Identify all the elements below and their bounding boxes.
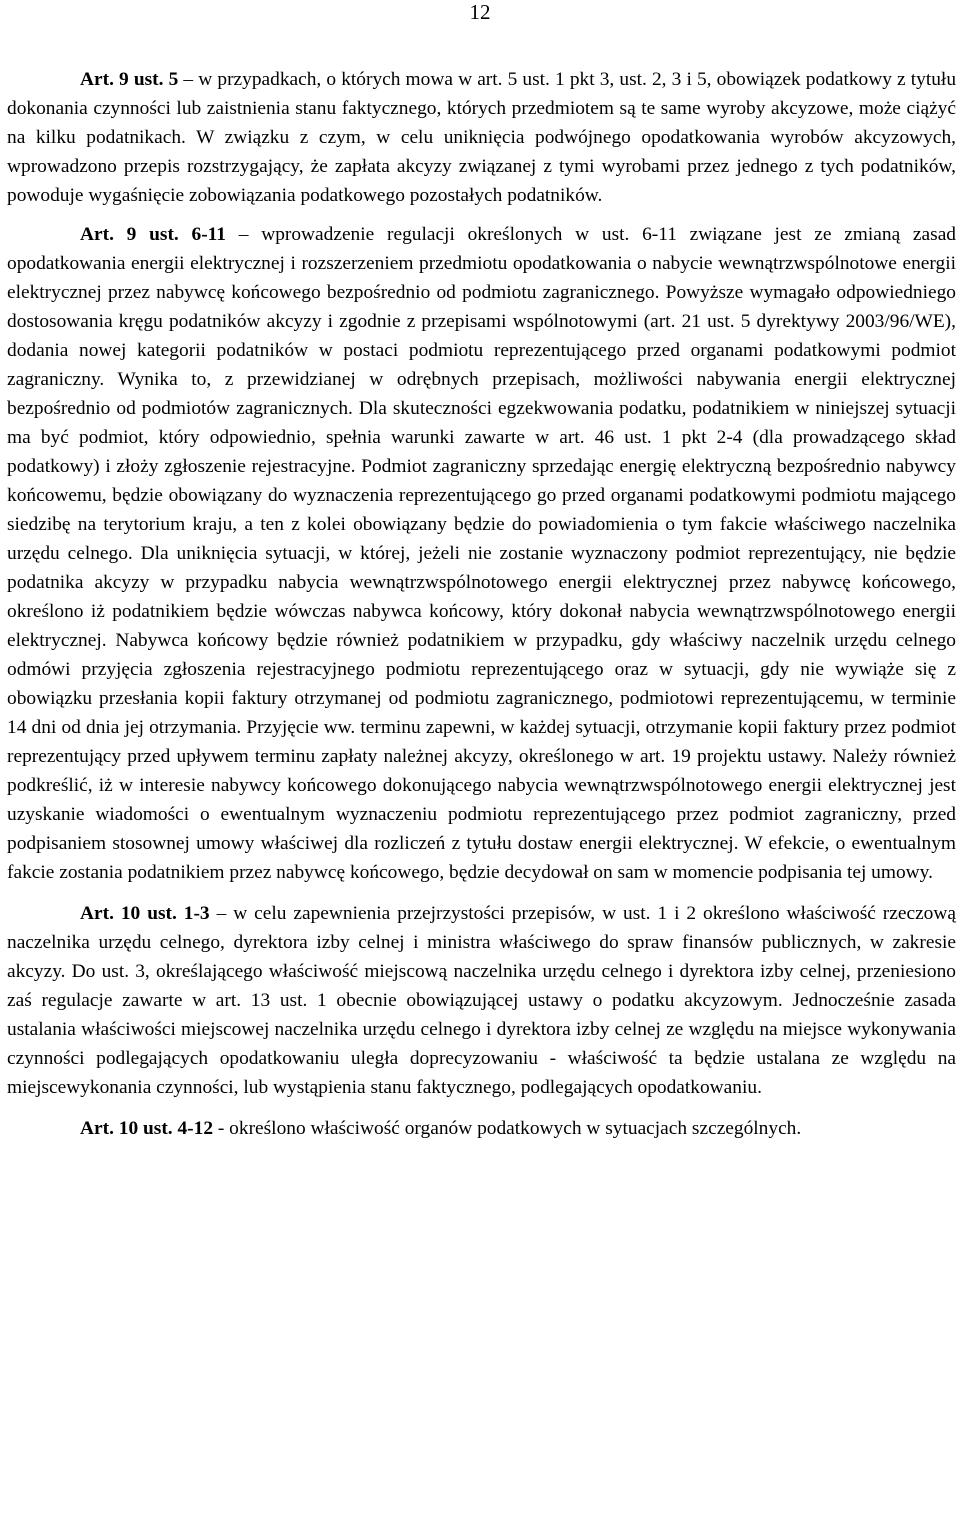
document-body [7,65,956,1143]
article-reference: Art. 10 ust. 4-12 [80,1118,214,1139]
paragraph-text: – w przypadkach, o których mowa w art. 5 ust. 1 pkt 3, ust. 2, 3 i 5, obowiązek podatkowy z tytułu dokonania czynności lub zaistnienia stanu faktycznego, których przedmiotem są te same wyroby akcyzowe, może ciążyć na kilku podatnikach. W związku z czym, w celu uniknięcia podwójnego opodatkowania wyrobów akcyzowych, wprowadzono przepis rozstrzygający, że zapłata akcyzy związanej z tymi wyrobami przez jednego z tych podatników, powoduje wygaśnięcie zobowiązania podatkowego pozostałych podatników. [7,69,957,206]
article-reference: Art. 9 ust. 5 [80,69,179,90]
article-reference: Art. 10 ust. 1-3 [80,903,210,924]
paragraph-text: – wprowadzenie regulacji określonych w ust. 6-11 związane jest ze zmianą zasad opodatkowania energii elektrycznej i rozszerzeniem przedmiotu opodatkowania o nabycie wewnątrzwspólnotowe energii elektrycznej przez nabywcę końcowego bezpośrednio od podmiotu zagranicznego. Powyższe wymagało odpowiedniego dostosowania kręgu podatników akcyzy i zgodnie z przepisami wspólnotowymi (art. 21 ust. 5 dyrektywy 2003/96/WE), dodania nowej kategorii podatników w postaci podmiotu reprezentującego przed organami podatkowymi podmiot zagraniczny. Wynika to, z przewidzianej w odrębnych przepisach, możliwości nabywania energii elektrycznej bezpośrednio od podmiotów zagranicznych. Dla skuteczności egzekwowania podatku, podatnikiem w niniejszej sytuacji ma być podmiot, który odpowiednio, spełnia warunki zawarte w art. 46 ust. 1 pkt 2-4 (dla prowadzącego skład podatkowy) i złoży zgłoszenie rejestracyjne. Podmiot zagraniczny sprzedając energię elektryczną bezpośrednio nabywcy końcowemu, będzie obowiązany do wyznaczenia reprezentującego go przed organami podatkowymi podmiotu mającego siedzibę na terytorium kraju, a ten z kolei obowiązany będzie do powiadomienia o tym fakcie właściwego naczelnika urzędu celnego. Dla uniknięcia sytuacji, w której, jeżeli nie zostanie wyznaczony podmiot reprezentujący, nie będzie podatnika akcyzy w przypadku nabycia wewnątrzwspólnotowego energii elektrycznej przez nabywcę końcowego, określono iż podatnikiem będzie wówczas nabywca końcowy, który dokonał nabycia wewnątrzwspólnotowego energii elektrycznej. Nabywca końcowy będzie również podatnikiem w przypadku, gdy właściwy naczelnik urzędu celnego odmówi przyjęcia zgłoszenia rejestracyjnego podmiotu reprezentującego oraz w sytuacji, gdy nie wywiąże się z obowiązku przesłania kopii faktury otrzymanej od podmiotu zagranicznego, podmiotowi reprezentującemu, w terminie 14 dni od dnia jej otrzymania. Przyjęcie ww. terminu zapewni, w każdej sytuacji, otrzymanie kopii faktury przez podmiot reprezentujący przed upływem terminu zapłaty należnej akcyzy, określonego w art. 19 projektu ustawy. Należy również podkreślić, iż w interesie nabywcy końcowego dokonującego nabycia wewnątrzwspólnotowego energii elektrycznej jest uzyskanie wiadomości o ewentualnym wyznaczeniu podmiotu reprezentującego przez podmiot zagraniczny, przed podpisaniem stosownej umowy właściwej dla rozliczeń z tytułu dostaw energii elektrycznej. W efekcie, o ewentualnym fakcie zostania podatnikiem przez nabywcę końcowego, będzie decydował on sam w momencie podpisania tej umowy. [7,224,956,883]
paragraph-art-9-ust-6-11 [7,220,956,887]
paragraph-art-9-ust-5 [7,65,956,210]
paragraph-text: – w celu zapewnienia przejrzystości przepisów, w ust. 1 i 2 określono właściwość rzeczową naczelnika urzędu celnego, dyrektora izby celnej i ministra właściwego do spraw finansów publicznych, w zakresie akcyzy. Do ust. 3, określającego właściwość miejscową naczelnika urzędu celnego i dyrektora izby celnej, przeniesiono zaś regulacje zawarte w art. 13 ust. 1 obecnie obowiązującej ustawy o podatku akcyzowym. Jednocześnie zasada ustalania właściwości miejscowej naczelnika urzędu celnego i dyrektora izby celnej ze względu na miejsce wykonywania czynności podlegających opodatkowaniu uległa doprecyzowaniu - właściwość ta będzie ustalana ze względu na miejscewykonania czynności, lub wystąpienia stanu faktycznego, podlegających opodatkowaniu. [7,903,956,1098]
paragraph-art-10-ust-4-12 [7,1114,956,1143]
page-number: 12 [469,0,491,24]
article-reference: Art. 9 ust. 6-11 [80,224,226,245]
paragraph-text: - określono właściwość organów podatkowych w sytuacjach szczególnych. [213,1118,802,1139]
paragraph-art-10-ust-1-3 [7,899,956,1102]
